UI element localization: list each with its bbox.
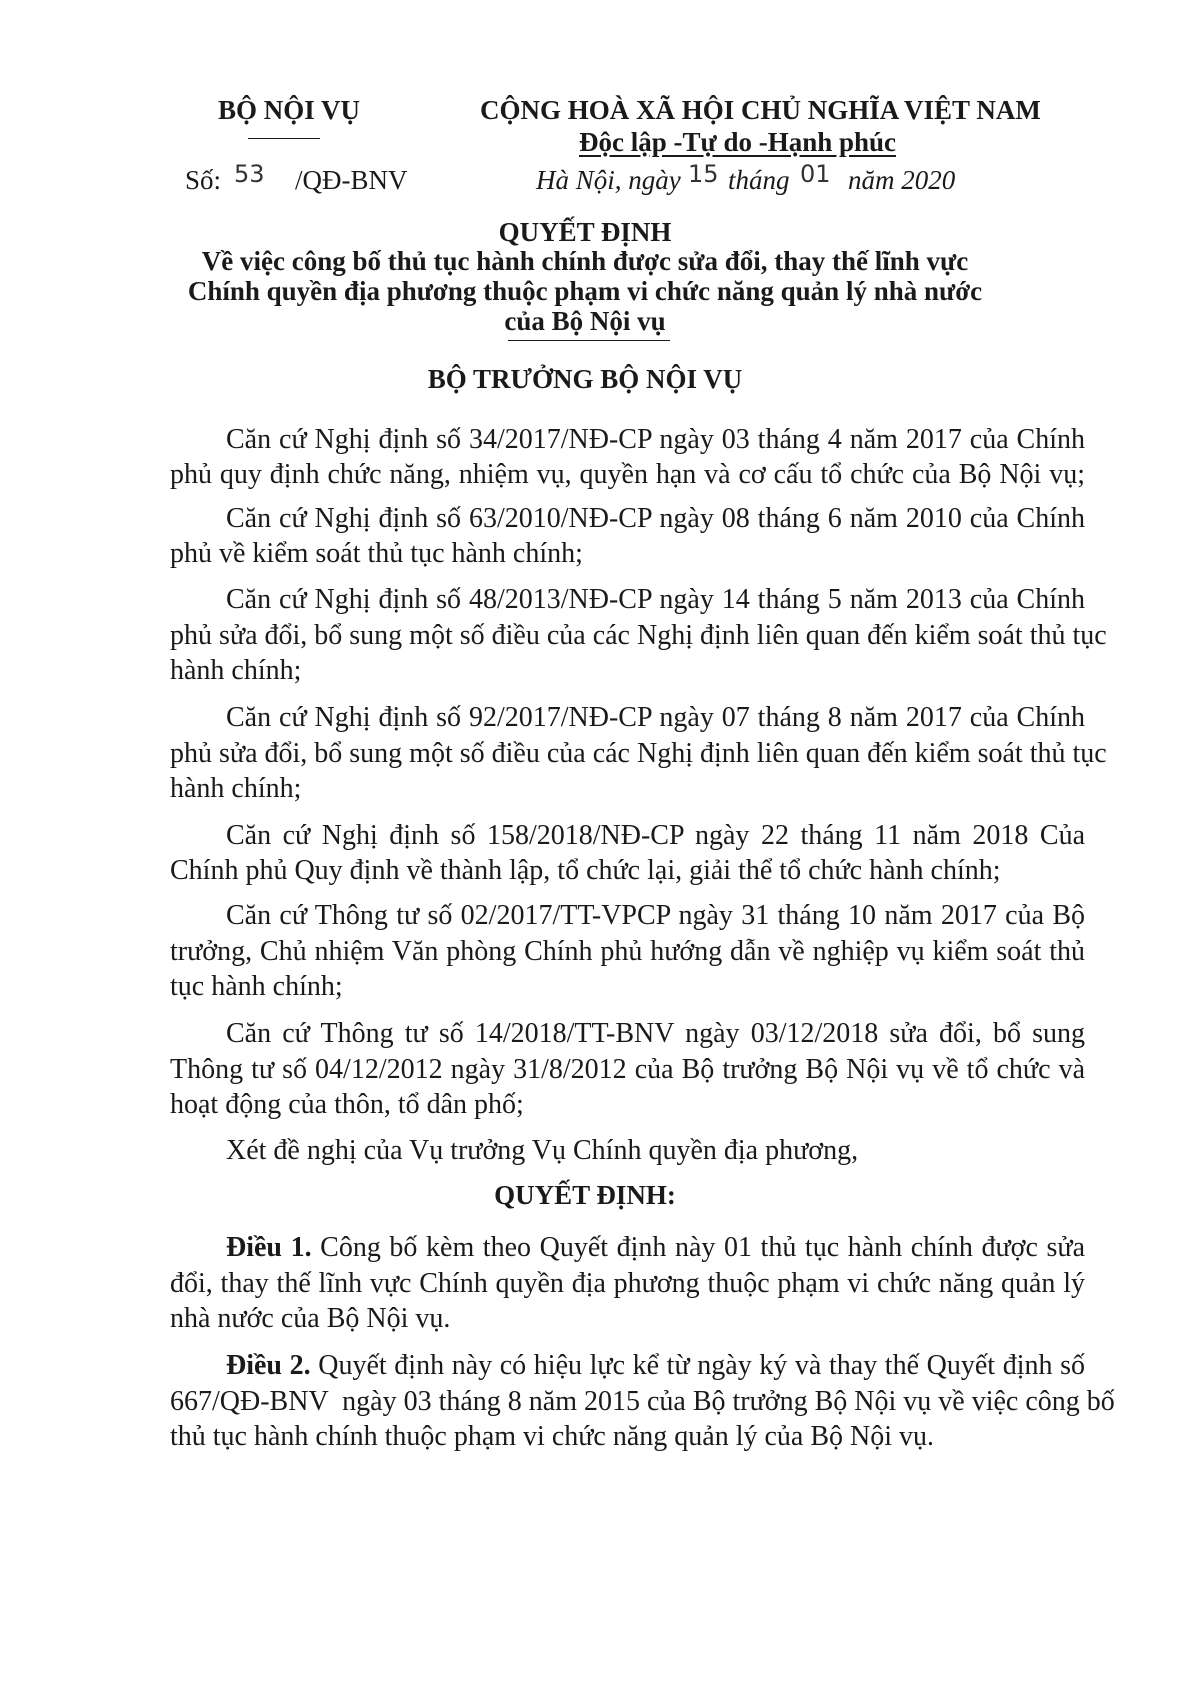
basis-1-line-1: Căn cứ Nghị định số 34/2017/NĐ-CP ngày 03 tháng 4 năm 2017 của Chính bbox=[226, 424, 1085, 455]
date-place: Hà Nội, ngày bbox=[536, 165, 681, 195]
agency-underline bbox=[248, 138, 320, 139]
nation-name: CỘNG HOÀ XÃ HỘI CHỦ NGHĨA VIỆT NAM bbox=[480, 95, 1041, 125]
basis-1-line-2: phủ quy định chức năng, nhiệm vụ, quyền hạn và cơ cấu tổ chức của Bộ Nội vụ; bbox=[170, 459, 1085, 490]
document-number-suffix: /QĐ-BNV bbox=[295, 165, 408, 195]
decision-heading: QUYẾT ĐỊNH: bbox=[494, 1180, 676, 1210]
basis-2-line-2: phủ về kiểm soát thủ tục hành chính; bbox=[170, 538, 583, 569]
basis-8-line-1: Xét đề nghị của Vụ trưởng Vụ Chính quyền địa phương, bbox=[226, 1135, 859, 1166]
basis-7-line-2: Thông tư số 04/12/2012 ngày 31/8/2012 của Bộ trưởng Bộ Nội vụ về tổ chức và bbox=[170, 1054, 1085, 1085]
basis-2-line-1: Căn cứ Nghị định số 63/2010/NĐ-CP ngày 08 tháng 6 năm 2010 của Chính bbox=[226, 503, 1085, 534]
date-day: 15 bbox=[688, 160, 719, 188]
article-2-line-2: 667/QĐ-BNV ngày 03 tháng 8 năm 2015 của Bộ trưởng Bộ Nội vụ về việc công bố bbox=[170, 1386, 1115, 1417]
article-2-text: Quyết định này có hiệu lực kể từ ngày ký và thay thế Quyết định số bbox=[310, 1350, 1085, 1381]
document-subject-line-2: Chính quyền địa phương thuộc phạm vi chức năng quản lý nhà nước bbox=[187, 276, 983, 306]
basis-6-line-3: tục hành chính; bbox=[170, 971, 343, 1002]
article-1-line-2: đổi, thay thế lĩnh vực Chính quyền địa phương thuộc phạm vi chức năng quản lý bbox=[170, 1268, 1085, 1299]
basis-4-line-3: hành chính; bbox=[170, 773, 302, 804]
document-number: 53 bbox=[234, 160, 265, 188]
basis-3-line-1: Căn cứ Nghị định số 48/2013/NĐ-CP ngày 14 tháng 5 năm 2013 của Chính bbox=[226, 584, 1085, 615]
article-2-line-3: thủ tục hành chính thuộc phạm vi chức năng quản lý của Bộ Nội vụ. bbox=[170, 1421, 935, 1452]
basis-4-line-1: Căn cứ Nghị định số 92/2017/NĐ-CP ngày 07 tháng 8 năm 2017 của Chính bbox=[226, 702, 1085, 733]
article-1-text: Công bố kèm theo Quyết định này 01 thủ tục hành chính được sửa bbox=[311, 1232, 1086, 1263]
basis-5-line-2: Chính phủ Quy định về thành lập, tổ chức lại, giải thể tổ chức hành chính; bbox=[170, 855, 1001, 886]
article-2-line-1 bbox=[226, 1350, 1085, 1382]
basis-7-line-3: hoạt động của thôn, tổ dân phố; bbox=[170, 1089, 524, 1120]
date-year: năm 2020 bbox=[848, 165, 956, 195]
basis-6-line-2: trưởng, Chủ nhiệm Văn phòng Chính phủ hướng dẫn về nghiệp vụ kiểm soát thủ bbox=[170, 936, 1085, 967]
basis-6-line-1: Căn cứ Thông tư số 02/2017/TT-VPCP ngày 31 tháng 10 năm 2017 của Bộ bbox=[226, 900, 1085, 931]
basis-7-line-1: Căn cứ Thông tư số 14/2018/TT-BNV ngày 03/12/2018 sửa đổi, bổ sung bbox=[226, 1018, 1085, 1049]
title-underline bbox=[508, 340, 670, 341]
basis-4-line-2: phủ sửa đổi, bổ sung một số điều của các Nghị định liên quan đến kiểm soát thủ tục bbox=[170, 738, 1107, 769]
issuing-authority: BỘ TRƯỞNG BỘ NỘI VỤ bbox=[427, 364, 743, 394]
document-number-prefix: Số: bbox=[185, 165, 222, 195]
date-month: 01 bbox=[800, 160, 831, 188]
article-1-line-3: nhà nước của Bộ Nội vụ. bbox=[170, 1303, 451, 1334]
agency-name: BỘ NỘI VỤ bbox=[218, 95, 361, 125]
document-subject-line-1: Về việc công bố thủ tục hành chính được sửa đổi, thay thế lĩnh vực bbox=[201, 246, 969, 276]
national-motto: Độc lập -Tự do -Hạnh phúc bbox=[579, 127, 897, 157]
article-2-label: Điều 2. bbox=[226, 1350, 311, 1381]
document-title: QUYẾT ĐỊNH bbox=[498, 217, 672, 247]
article-1-line-1 bbox=[226, 1232, 1085, 1264]
basis-3-line-2: phủ sửa đổi, bổ sung một số điều của các Nghị định liên quan đến kiểm soát thủ tục bbox=[170, 620, 1107, 651]
document-subject-line-3: của Bộ Nội vụ bbox=[504, 306, 666, 336]
date-month-word: tháng bbox=[728, 165, 790, 195]
basis-5-line-1: Căn cứ Nghị định số 158/2018/NĐ-CP ngày 22 tháng 11 năm 2018 Của bbox=[226, 820, 1085, 851]
article-1-label: Điều 1. bbox=[226, 1232, 312, 1263]
basis-3-line-3: hành chính; bbox=[170, 655, 302, 686]
